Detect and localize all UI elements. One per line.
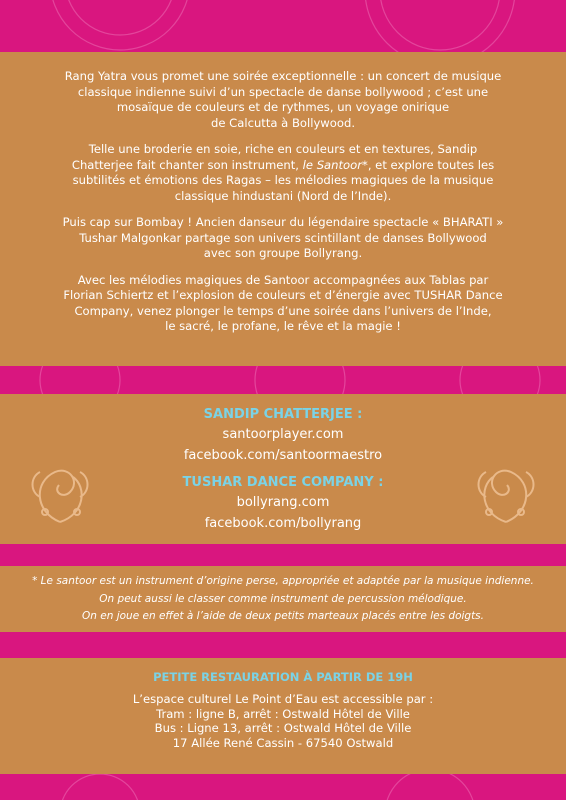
artist1-name: SANDIP CHATTERJEE : bbox=[203, 407, 363, 422]
footnote-section bbox=[0, 566, 566, 632]
practical-info-section bbox=[0, 658, 566, 774]
paisley-ornament-icon bbox=[471, 452, 541, 532]
intro-paragraph-3: Puis cap sur Bombay ! Ancien danseur du légendaire spectacle « BHARATI » Tushar Malgonkar partage son univers scintillant de danses Bollywood avec son groupe Bollyrang. bbox=[62, 215, 504, 260]
middle-mandala-pattern bbox=[0, 366, 566, 394]
paisley-ornament-icon bbox=[25, 452, 95, 532]
description-section bbox=[0, 52, 566, 366]
top-mandala-pattern bbox=[0, 0, 566, 52]
bus-info: Bus : Ligne 13, arrêt : Ostwald Hôtel de Ville bbox=[154, 721, 412, 735]
artist2-website-link[interactable]: bollyrang.com bbox=[236, 495, 330, 510]
footnote-line-2: On peut aussi le classer comme instrument de percussion mélodique. bbox=[99, 592, 467, 605]
footnote-line-1: * Le santoor est un instrument d’origine perse, appropriée et adaptée par la musique indienne. bbox=[32, 575, 534, 587]
contacts-section bbox=[0, 394, 566, 544]
artist2-facebook-link[interactable]: facebook.com/bollyrang bbox=[204, 516, 362, 531]
bottom-mandala-pattern bbox=[0, 774, 566, 800]
restaurant-heading: PETITE RESTAURATION À PARTIR DE 19H bbox=[153, 670, 413, 684]
access-intro: L’espace culturel Le Point d’Eau est accessible par : bbox=[132, 692, 434, 706]
artist1-website-link[interactable]: santoorplayer.com bbox=[222, 427, 344, 442]
address: 17 Allée René Cassin - 67540 Ostwald bbox=[172, 735, 394, 750]
intro-paragraph-4: Avec les mélodies magiques de Santoor accompagnées aux Tablas par Florian Schiertz et l’explosion de couleurs et d’énergie avec TUSHAR Dance Company, venez plonger le temps d’une soirée dans l’univers de l’Inde, le sacré, le profane, le rêve et la magie ! bbox=[63, 272, 503, 333]
footnote-line-3: On en joue en effet à l’aide de deux petits marteaux placés entre les doigts. bbox=[81, 610, 484, 622]
artist2-name: TUSHAR DANCE COMPANY : bbox=[182, 475, 384, 490]
intro-paragraph-1: Rang Yatra vous promet une soirée exceptionnelle : un concert de musique classique indienne suivi d’un spectacle de danse bollywood ; c’est une mosaïque de couleurs et de rythmes, un voyage onirique de Calcutta à Bollywood. bbox=[64, 69, 502, 130]
tram-info: Tram : ligne B, arrêt : Ostwald Hôtel de Ville bbox=[156, 706, 410, 721]
intro-paragraph-2: Telle une broderie en soie, riche en couleurs et en textures, Sandip Chatterjee fait chanter son instrument, le Santoor*, et explore toutes les subtilités et émotions des Ragas – les mélodies magiques de la musique classique hindustani (Nord de l’Inde). bbox=[71, 142, 495, 203]
artist1-facebook-link[interactable]: facebook.com/santoormaestro bbox=[183, 448, 383, 463]
